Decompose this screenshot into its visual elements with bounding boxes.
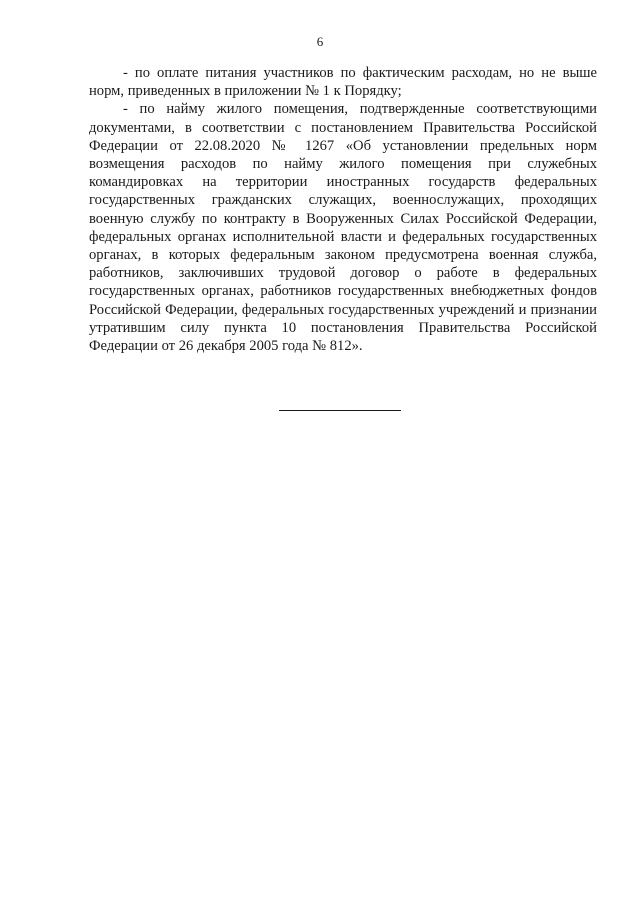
paragraph-housing-expenses: - по найму жилого помещения, подтвержденные соответствующими документами, в соответствии с постановлением Правительства Российской Федерации от 22.08.2020 № 1267 «Об установлении предельных норм возмещения расходов по найму жилого помещения при служебных командировках на территории иностранных государств федеральных государственных гражданских служащих, военнослужащих, проходящих военную службу по контракту в Вооруженных Силах Российской Федерации, федеральных органах исполнительной власти и федеральных государственных органах, в которых федеральным законом предусмотрена военная служба, работников, заключивших трудовой договор о работе в федеральных государственных органах, работников государственных внебюджетных фондов Российской Федерации, федеральных государственных учреждений и признании утратившим силу пункта 10 постановления Правительства Российской Федерации от 26 декабря 2005 года № 812». bbox=[89, 101, 597, 355]
document-body bbox=[89, 64, 597, 355]
page-number: 6 bbox=[316, 34, 324, 49]
end-divider bbox=[279, 410, 401, 411]
paragraph-meal-expenses: - по оплате питания участников по фактическим расходам, но не выше норм, приведенных в приложении № 1 к Порядку; bbox=[89, 65, 597, 100]
